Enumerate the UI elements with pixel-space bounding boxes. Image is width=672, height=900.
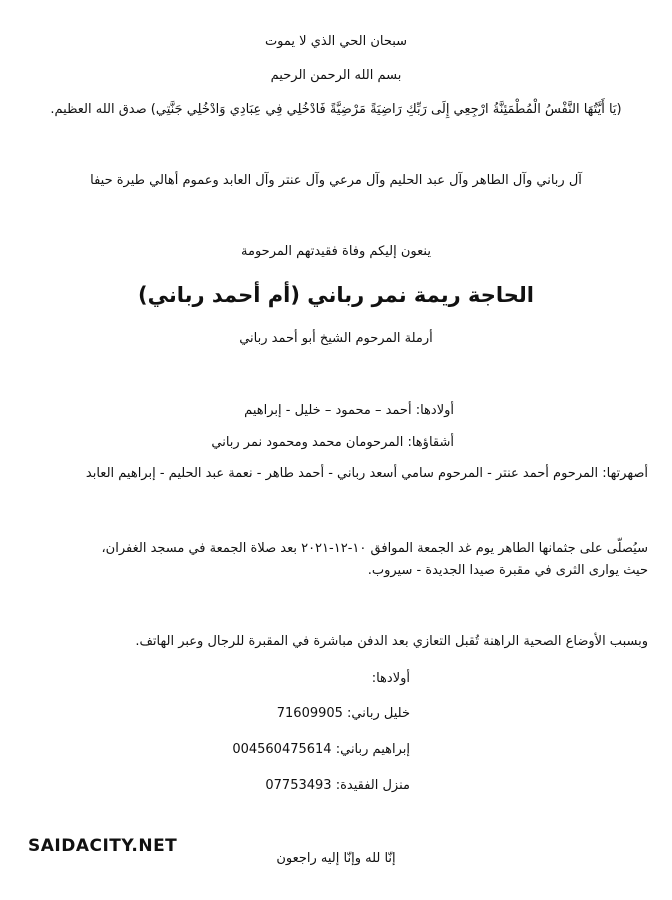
- contact-row: [232, 741, 410, 759]
- contact-label: إبراهيم رباني:: [331, 742, 410, 757]
- contacts-heading: أولادها:: [371, 671, 410, 686]
- quran-verse: (يَا أَيَّتُهَا النَّفْسُ الْمُطْمَئِنَّةُ ارْجِعِي إِلَى رَبِّكِ رَاضِيَةً مَرْضِيَّةً فَادْخُلِي فِي عِبَادِي وَادْخُلِي جَنَّتِي) صدق الله العظيم.: [50, 102, 622, 117]
- children-line: أولادها: أحمد – محمود – خليل - إبراهيم: [244, 403, 454, 418]
- widow-of-line: أرملة المرحوم الشيخ أبو أحمد رباني: [239, 331, 433, 346]
- condolences-line: وبسبب الأوضاع الصحية الراهنة تُقبل التعازي بعد الدفن مباشرة في المقبرة للرجال وعبر الهاتف.: [135, 634, 648, 649]
- contact-number: 71609905: [276, 706, 343, 721]
- contact-row: [277, 705, 410, 723]
- opening-line: سبحان الحي الذي لا يموت: [264, 34, 408, 49]
- contact-number: 004560475614: [232, 742, 332, 757]
- families-line: آل رباني وآل الطاهر وآل عبد الحليم وآل مرعي وآل عنتر وآل العابد وعموم أهالي طيرة حيفا: [90, 173, 582, 188]
- contact-label: خليل رباني:: [342, 706, 410, 721]
- contact-label: منزل الفقيدة:: [331, 778, 410, 793]
- announcement-line: ينعون إليكم وفاة فقيدتهم المرحومة: [241, 244, 431, 259]
- contact-row: [265, 777, 410, 795]
- funeral-line-1: سيُصلّى على جثمانها الطاهر يوم غد الجمعة الموافق ١٠-١٢-٢٠٢١ بعد صلاة الجمعة في مسجد الغفران،: [101, 541, 648, 556]
- basmala: بسم الله الرحمن الرحيم: [270, 68, 402, 83]
- funeral-line-2: حيث يوارى الثرى في مقبرة صيدا الجديدة - سيروب.: [367, 563, 648, 578]
- watermark-brand: SAIDACITY.NET: [28, 836, 178, 856]
- brothers-line: أشقاؤها: المرحومان محمد ومحمود نمر رباني: [211, 435, 454, 450]
- in-laws-line: أصهرتها: المرحوم أحمد عنتر - المرحوم سامي أسعد رباني - أحمد طاهر - نعمة عبد الحليم - إبراهيم العابد: [85, 466, 648, 481]
- closing-line: إنّا لله وإنّا إليه راجعون: [276, 851, 396, 866]
- contact-number: 07753493: [265, 778, 332, 793]
- deceased-name: الحاجة ريمة نمر رباني (أم أحمد رباني): [138, 283, 534, 307]
